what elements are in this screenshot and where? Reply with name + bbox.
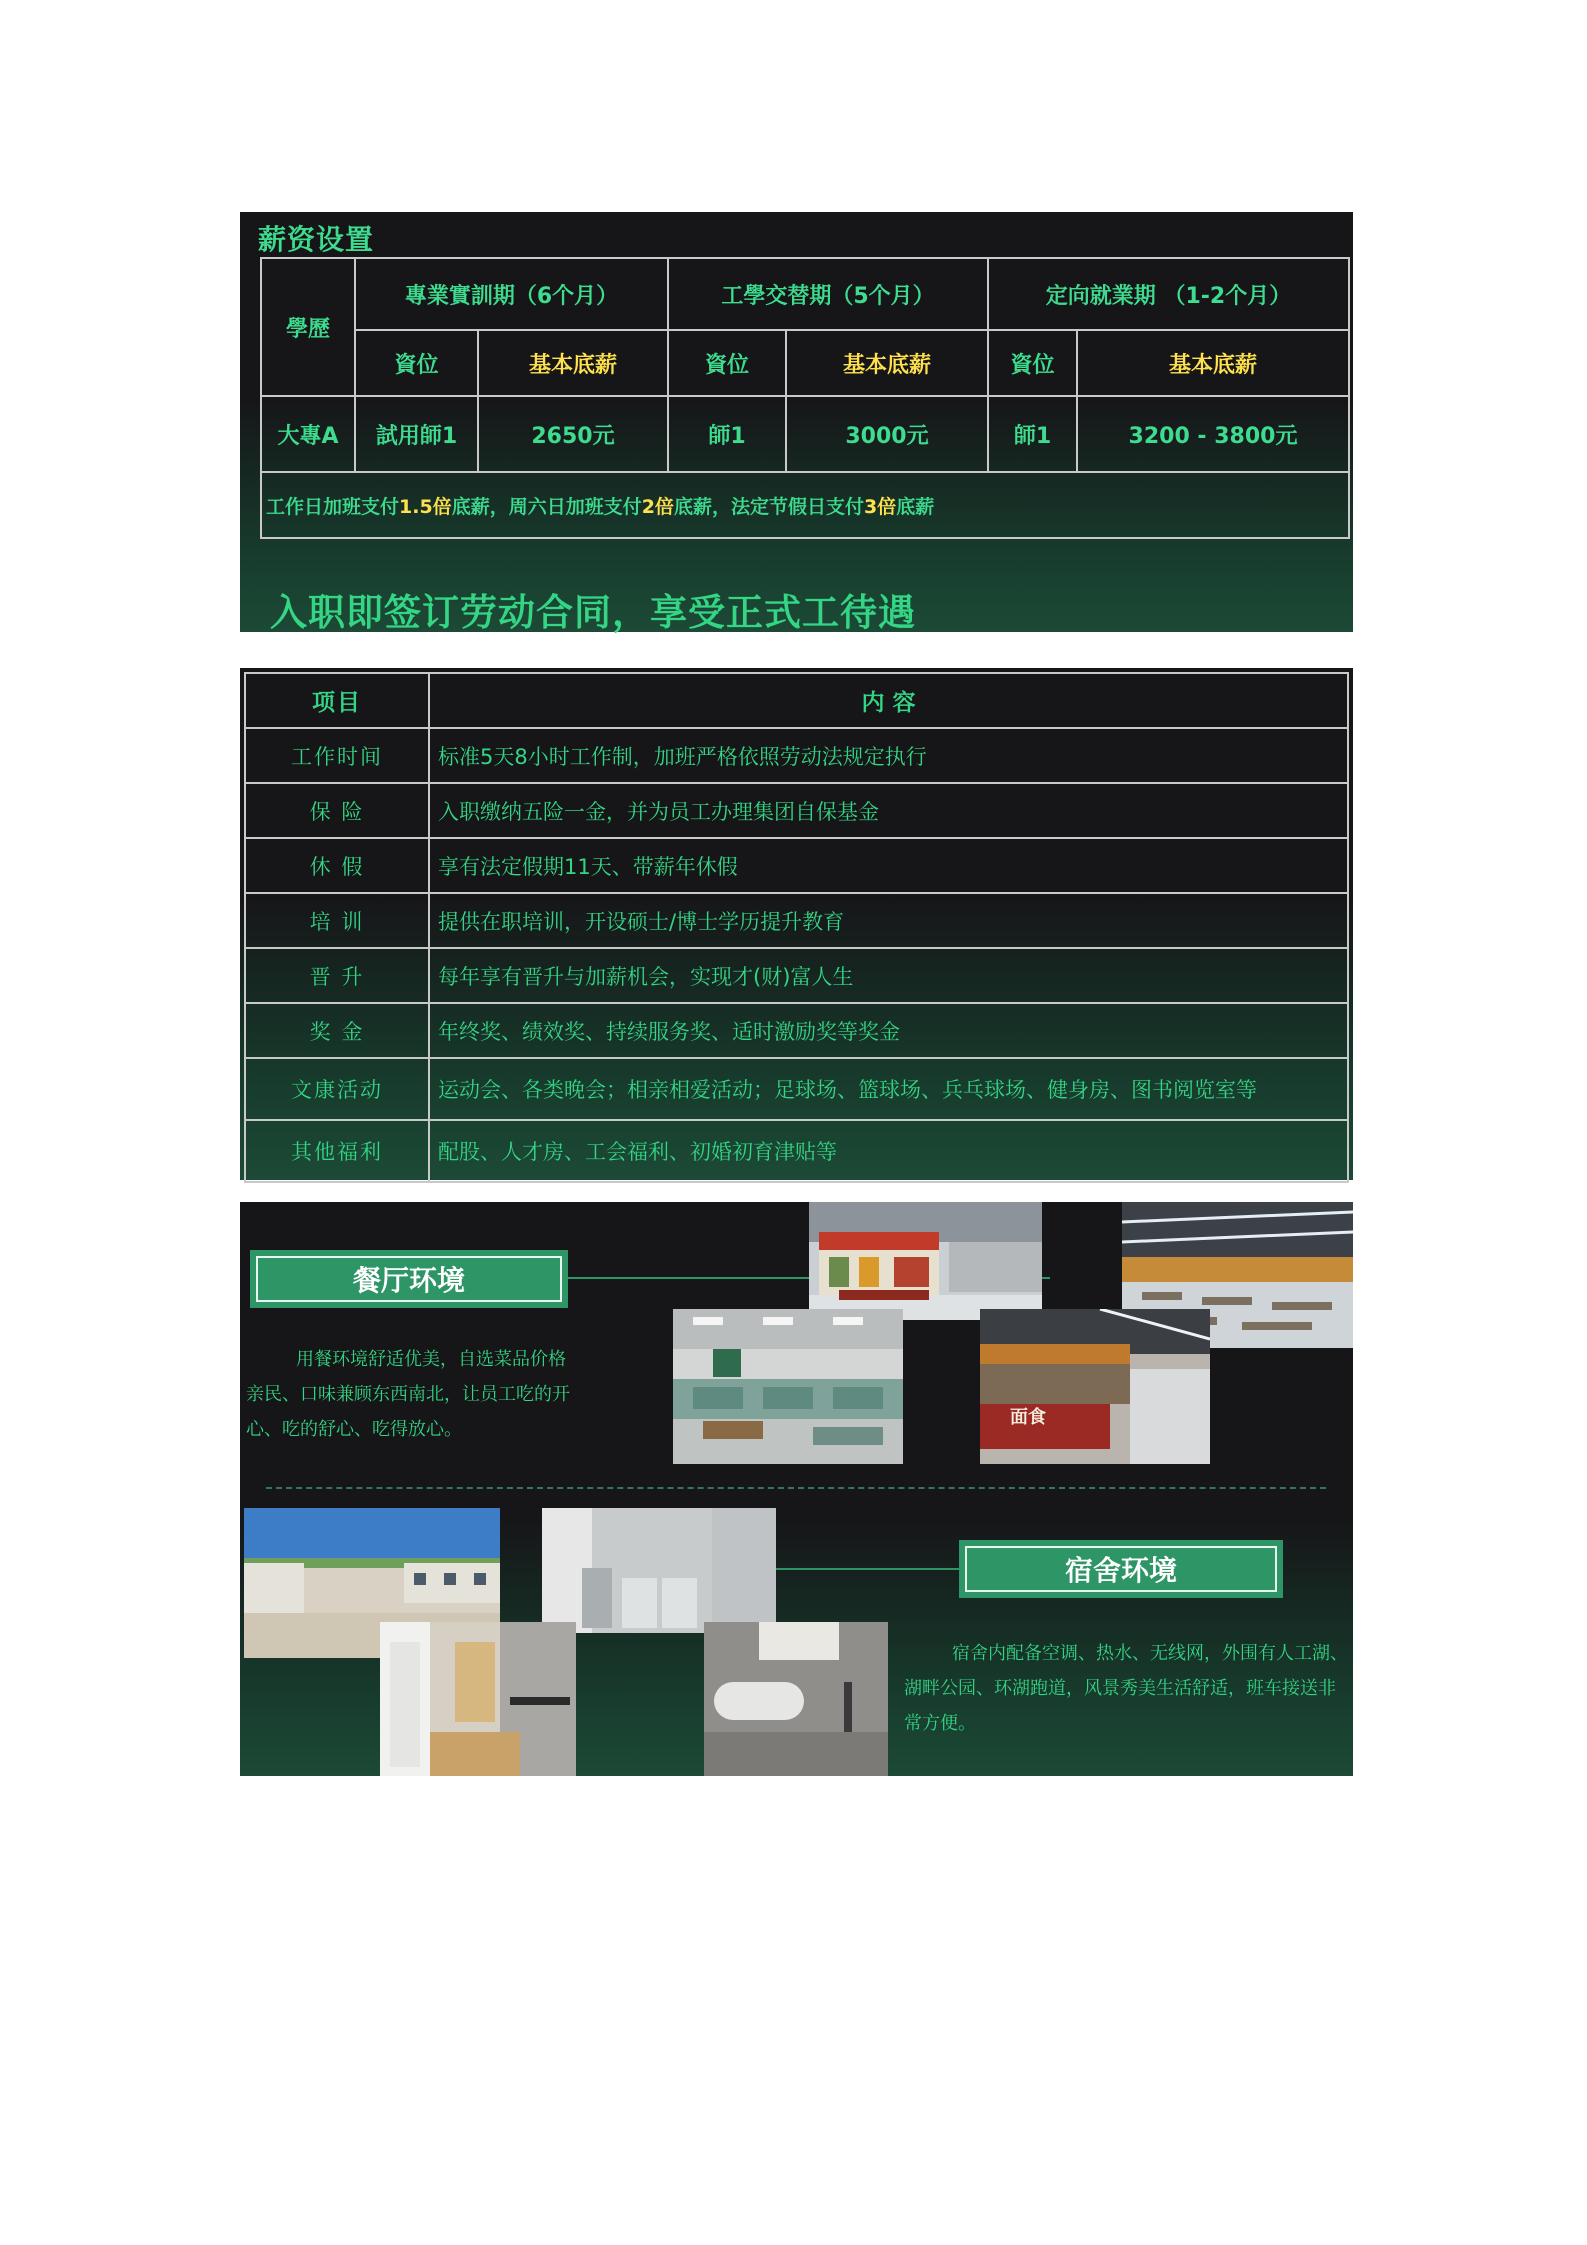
benefit-content: 提供在职培训，开设硕士/博士学历提升教育 xyxy=(429,893,1348,948)
benefit-content: 运动会、各类晚会；相亲相爱活动；足球场、篮球场、兵乓球场、健身房、图书阅览室等 xyxy=(429,1058,1348,1120)
base-pay-header: 基本底薪 xyxy=(478,330,668,396)
overtime-text: 底薪，周六日加班支付 xyxy=(451,495,642,518)
table-row xyxy=(245,783,1348,838)
dorm-title: 宿舍环境 xyxy=(965,1546,1277,1592)
environment-panel xyxy=(240,1202,1353,1776)
table-row xyxy=(245,948,1348,1003)
photo-sign-text: 面食 xyxy=(1010,1407,1046,1428)
training-position: 試用師1 xyxy=(355,396,478,472)
benefits-header-content: 内 容 xyxy=(429,673,1348,728)
canteen-label xyxy=(250,1250,568,1308)
contract-slogan: 入职即签订劳动合同，享受正式工待遇 xyxy=(270,591,916,634)
table-row xyxy=(245,728,1348,783)
overtime-text: 底薪，法定节假日支付 xyxy=(673,495,864,518)
benefit-label: 文康活动 xyxy=(245,1058,429,1120)
alternation-position: 師1 xyxy=(668,396,786,472)
benefit-label: 培 训 xyxy=(245,893,429,948)
education-value: 大專A xyxy=(261,396,355,472)
canteen-photo-seating xyxy=(673,1309,903,1464)
table-row xyxy=(245,1120,1348,1182)
benefit-label: 奖 金 xyxy=(245,1003,429,1058)
salary-title: 薪资设置 xyxy=(258,223,375,256)
benefits-table xyxy=(244,672,1349,1183)
position-header: 資位 xyxy=(355,330,478,396)
benefit-label: 休 假 xyxy=(245,838,429,893)
overtime-note xyxy=(261,472,1349,538)
employment-pay: 3200 - 3800元 xyxy=(1077,396,1349,472)
education-header: 學歷 xyxy=(261,258,355,396)
dorm-photo-laundry xyxy=(542,1508,776,1633)
benefit-content: 入职缴纳五险一金，并为员工办理集团自保基金 xyxy=(429,783,1348,838)
canteen-photo-shop xyxy=(809,1202,1042,1320)
table-row xyxy=(245,838,1348,893)
benefits-panel xyxy=(240,668,1353,1180)
table-row xyxy=(245,1058,1348,1120)
table-row xyxy=(245,1003,1348,1058)
canteen-title: 餐厅环境 xyxy=(256,1256,562,1302)
dorm-photo-bathroom xyxy=(704,1622,888,1776)
benefit-content: 配股、人才房、工会福利、初婚初育津贴等 xyxy=(429,1120,1348,1182)
employment-position: 師1 xyxy=(988,396,1077,472)
benefit-content: 年终奖、绩效奖、持续服务奖、适时激励奖等奖金 xyxy=(429,1003,1348,1058)
dorm-photo-room xyxy=(380,1622,576,1776)
benefit-content: 享有法定假期11天、带薪年休假 xyxy=(429,838,1348,893)
alternation-pay: 3000元 xyxy=(786,396,988,472)
canteen-description: 用餐环境舒适优美，自选菜品价格亲民、口味兼顾东西南北，让员工吃的开心、吃的舒心、吃得放心。 xyxy=(246,1349,570,1440)
overtime-text: 工作日加班支付 xyxy=(266,495,400,518)
connector-line xyxy=(776,1568,966,1570)
salary-table xyxy=(260,257,1350,539)
dorm-label xyxy=(959,1540,1283,1598)
overtime-rate-holiday: 3倍 xyxy=(863,495,897,518)
overtime-rate-weekend: 2倍 xyxy=(641,495,674,518)
salary-panel xyxy=(240,212,1353,632)
overtime-rate-weekday: 1.5倍 xyxy=(399,495,452,518)
section-divider xyxy=(266,1487,1326,1489)
period-alternation: 工學交替期（5个月） xyxy=(668,258,988,330)
base-pay-header: 基本底薪 xyxy=(786,330,988,396)
benefit-content: 每年享有晋升与加薪机会，实现才(财)富人生 xyxy=(429,948,1348,1003)
table-row xyxy=(245,893,1348,948)
position-header: 資位 xyxy=(988,330,1077,396)
position-header: 資位 xyxy=(668,330,786,396)
dorm-description: 宿舍内配备空调、热水、无线网，外围有人工湖、湖畔公园、环湖跑道，风景秀美生活舒适，班车接送非常方便。 xyxy=(904,1643,1348,1734)
canteen-photo-counter xyxy=(980,1309,1210,1464)
period-employment: 定向就業期 （1-2个月） xyxy=(988,258,1349,330)
benefit-label: 工作时间 xyxy=(245,728,429,783)
benefit-label: 晋 升 xyxy=(245,948,429,1003)
period-training: 專業實訓期（6个月） xyxy=(355,258,668,330)
benefits-header-item: 项目 xyxy=(245,673,429,728)
base-pay-header: 基本底薪 xyxy=(1077,330,1349,396)
training-pay: 2650元 xyxy=(478,396,668,472)
benefit-content: 标准5天8小时工作制，加班严格依照劳动法规定执行 xyxy=(429,728,1348,783)
benefit-label: 其他福利 xyxy=(245,1120,429,1182)
benefit-label: 保 险 xyxy=(245,783,429,838)
overtime-text: 底薪 xyxy=(896,495,935,518)
